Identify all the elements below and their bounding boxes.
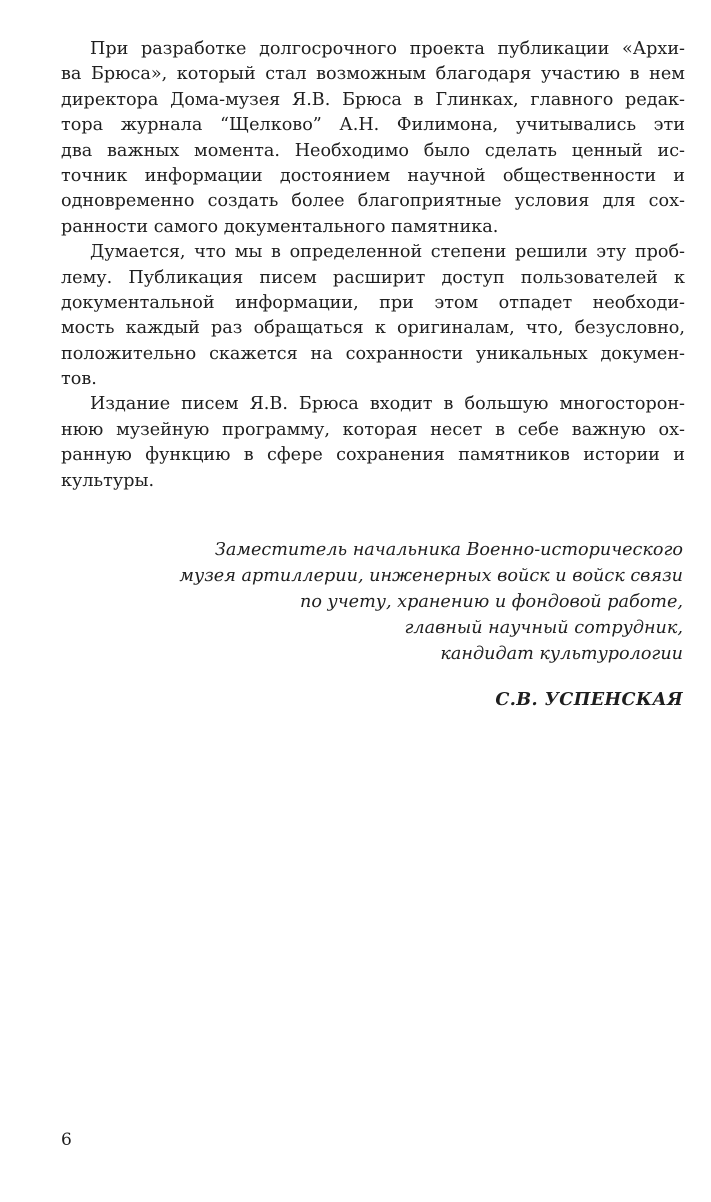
text-line: культуры.	[61, 470, 155, 491]
text-line: тов.	[61, 369, 97, 390]
paragraph-3	[61, 392, 685, 494]
paragraph-1	[61, 37, 685, 240]
text-line: директора Дома-музея Я.В. Брюса в Глинках, главного редак-	[61, 89, 685, 110]
author-name: С.В. УСПЕНСКАЯ	[495, 689, 683, 710]
text-line: одновременно создать более благоприятные условия для сох-	[61, 191, 685, 212]
text-line: лему. Публикация писем расширит доступ пользователей к	[61, 267, 685, 288]
signature-block	[123, 537, 683, 667]
text-line: Издание писем Я.В. Брюса входит в большую многосторон-	[90, 394, 685, 415]
signature-line: кандидат культурологии	[440, 644, 683, 664]
body-text	[61, 37, 685, 494]
text-line: тора журнала “Щелково” А.Н. Филимона, учитывались эти	[61, 115, 685, 136]
paragraph-2	[61, 240, 685, 392]
signature-line: главный научный сотрудник,	[404, 618, 683, 638]
text-line: точник информации достоянием научной общественности и	[61, 165, 685, 186]
text-line: нюю музейную программу, которая несет в себе важную ох-	[61, 419, 685, 440]
signature-line: музея артиллерии, инженерных войск и войск связи	[179, 566, 683, 586]
text-line: При разработке долгосрочного проекта публикации «Архи-	[90, 39, 685, 59]
text-line: мость каждый раз обращаться к оригиналам, что, безусловно,	[61, 318, 685, 339]
signature-line: Заместитель начальника Военно-исторического	[214, 540, 683, 560]
text-line: два важных момента. Необходимо было сделать ценный ис-	[61, 140, 685, 161]
text-line: документальной информации, при этом отпадет необходи-	[61, 292, 685, 313]
text-line: ранности самого документального памятника.	[61, 216, 499, 237]
text-line: положительно скажется на сохранности уникальных докумен-	[61, 343, 685, 364]
text-line: Думается, что мы в определенной степени решили эту проб-	[90, 242, 685, 263]
signature-line: по учету, хранению и фондовой работе,	[300, 592, 683, 612]
page-number: 6	[61, 1130, 72, 1150]
text-line: ва Брюса», который стал возможным благодаря участию в нем	[61, 64, 685, 85]
text-line: ранную функцию в сфере сохранения памятников истории и	[61, 445, 685, 466]
